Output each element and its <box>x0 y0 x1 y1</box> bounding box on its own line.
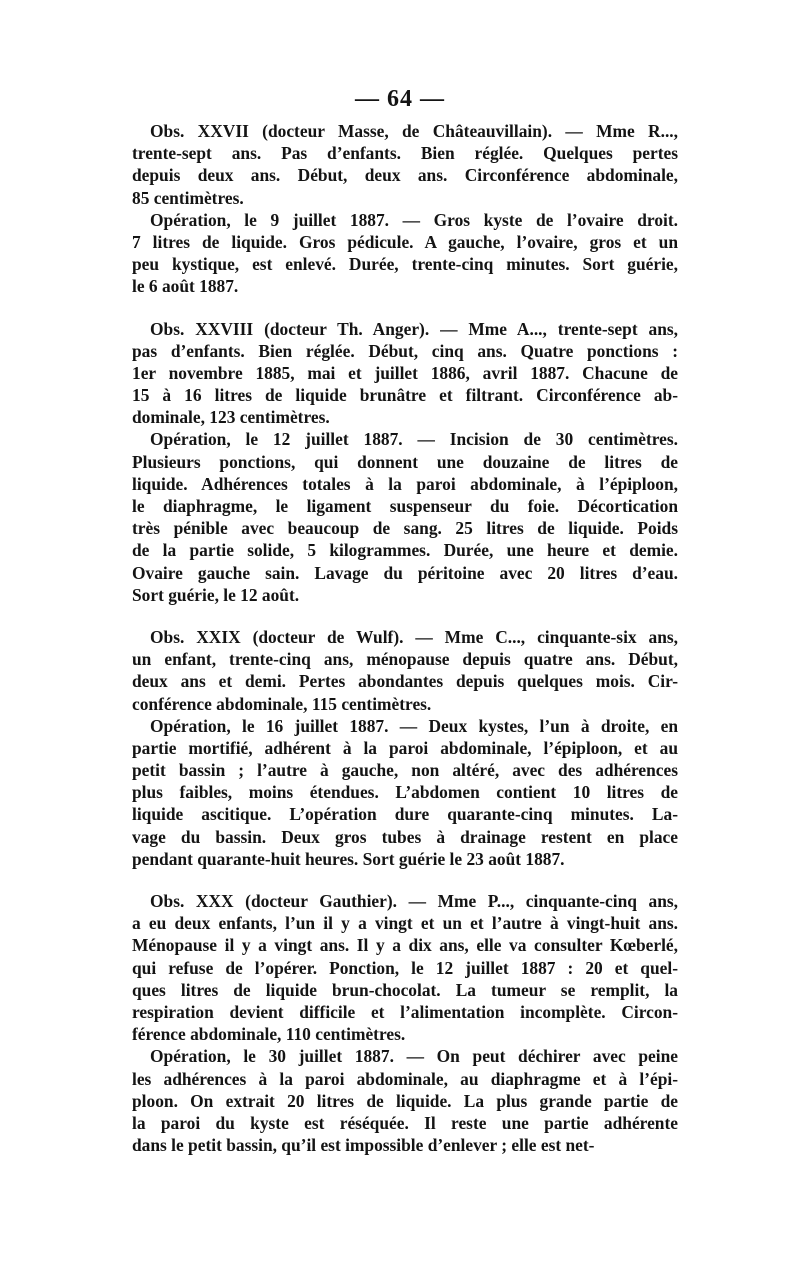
text-line: Opération, le 9 juillet 1887. — Gros kyste de l’ovaire droit. <box>150 209 678 230</box>
text-line: petit bassin ; l’autre à gauche, non altéré, avec des adhérences <box>132 760 678 781</box>
text-line: Sort guérie, le 12 août. <box>132 584 300 605</box>
text-line: férence abdominale, 110 centimètres. <box>132 1024 406 1045</box>
observation-paragraph <box>132 120 678 298</box>
text-line: ploon. On extrait 20 litres de liquide. La plus grande partie de <box>132 1090 678 1111</box>
text-line: peu kystique, est enlevé. Durée, trente-cinq minutes. Sort guérie, <box>132 254 678 275</box>
paragraph-gap <box>132 606 678 626</box>
text-line: vage du bassin. Deux gros tubes à drainage restent en place <box>132 826 678 847</box>
text-line: le 6 août 1887. <box>132 276 239 297</box>
text-line: a eu deux enfants, l’un il y a vingt et un et l’autre à vingt-huit ans. <box>132 913 678 934</box>
page-number: — 64 — <box>355 86 445 112</box>
text-line: plus faibles, moins étendues. L’abdomen contient 10 litres de <box>132 782 678 803</box>
text-line: dominale, 123 centimètres. <box>132 407 330 428</box>
text-line: Obs. XXIX (docteur de Wulf). — Mme C..., cinquante-six ans, <box>150 626 678 647</box>
text-line: pas d’enfants. Bien réglée. Début, cinq ans. Quatre ponctions : <box>132 340 678 361</box>
text-line: 15 à 16 litres de liquide brunâtre et filtrant. Circonférence ab- <box>132 385 678 406</box>
text-line: ques litres de liquide brun-chocolat. La tumeur se remplit, la <box>132 979 678 1000</box>
text-line: 85 centimètres. <box>132 187 244 208</box>
text-line: liquide. Adhérences totales à la paroi abdominale, à l’épiploon, <box>132 473 678 494</box>
text-line: 7 litres de liquide. Gros pédicule. A gauche, l’ovaire, gros et un <box>132 231 678 252</box>
text-line: très pénible avec beaucoup de sang. 25 litres de liquide. Poids <box>132 518 678 539</box>
text-line: de la partie solide, 5 kilogrammes. Durée, une heure et demie. <box>132 540 678 561</box>
text-line: pendant quarante-huit heures. Sort guérie le 23 août 1887. <box>132 848 565 869</box>
text-line: la paroi du kyste est réséquée. Il reste une partie adhérente <box>132 1112 678 1133</box>
text-line: un enfant, trente-cinq ans, ménopause depuis quatre ans. Début, <box>132 649 678 670</box>
text-line: Opération, le 16 juillet 1887. — Deux kystes, l’un à droite, en <box>150 715 678 736</box>
text-line: Opération, le 30 juillet 1887. — On peut déchirer avec peine <box>150 1046 678 1067</box>
text-line: deux ans et demi. Pertes abondantes depuis quelques mois. Cir- <box>132 671 678 692</box>
text-line: partie mortifié, adhérent à la paroi abdominale, l’épiploon, et au <box>132 737 678 758</box>
text-line: dans le petit bassin, qu’il est impossible d’enlever ; elle est net- <box>132 1135 595 1156</box>
observation-paragraph <box>132 626 678 870</box>
paragraph-gap <box>132 870 678 890</box>
observation-paragraph <box>132 890 678 1156</box>
observation-paragraph <box>132 318 678 606</box>
text-line: depuis deux ans. Début, deux ans. Circonférence abdominale, <box>132 165 678 186</box>
text-line: les adhérences à la paroi abdominale, au diaphragme et à l’épi- <box>132 1068 678 1089</box>
paragraph-gap <box>132 298 678 318</box>
text-line: trente-sept ans. Pas d’enfants. Bien réglée. Quelques pertes <box>132 143 678 164</box>
text-line: 1er novembre 1885, mai et juillet 1886, avril 1887. Chacune de <box>132 362 678 383</box>
text-line: liquide ascitique. L’opération dure quarante-cinq minutes. La- <box>132 804 678 825</box>
text-line: Plusieurs ponctions, qui donnent une douzaine de litres de <box>132 451 678 472</box>
text-line: qui refuse de l’opérer. Ponction, le 12 juillet 1887 : 20 et quel- <box>132 957 678 978</box>
text-line: conférence abdominale, 115 centimètres. <box>132 693 432 714</box>
text-line: le diaphragme, le ligament suspenseur du foie. Décortication <box>132 496 678 516</box>
text-line: Obs. XXVII (docteur Masse, de Châteauvillain). — Mme R..., <box>150 121 678 141</box>
text-line: Obs. XXVIII (docteur Th. Anger). — Mme A..., trente-sept ans, <box>150 318 678 339</box>
text-line: respiration devient difficile et l’alimentation incomplète. Circon- <box>132 1001 678 1022</box>
text-line: Obs. XXX (docteur Gauthier). — Mme P..., cinquante-cinq ans, <box>150 891 678 911</box>
text-line: Ménopause il y a vingt ans. Il y a dix ans, elle va consulter Kœberlé, <box>132 935 678 956</box>
text-line: Opération, le 12 juillet 1887. — Incision de 30 centimètres. <box>150 429 678 450</box>
text-line: Ovaire gauche sain. Lavage du péritoine avec 20 litres d’eau. <box>132 562 678 583</box>
body-text <box>132 120 678 1156</box>
